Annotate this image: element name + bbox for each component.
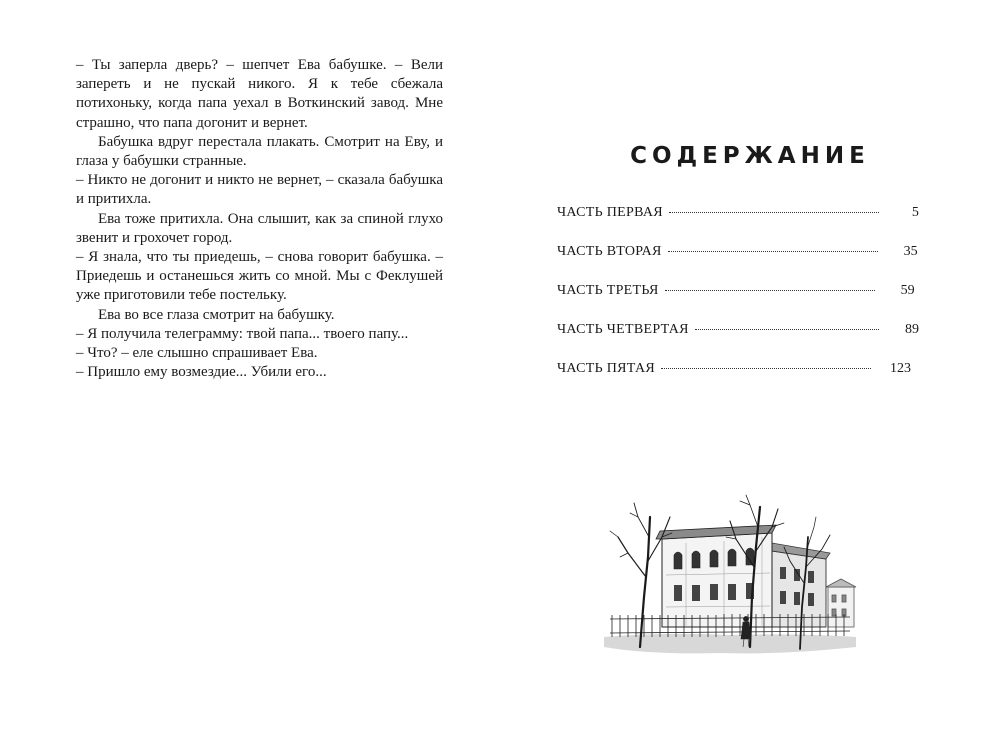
toc-entry-label: ЧАСТЬ ПЕРВАЯ	[557, 205, 663, 220]
toc-title: СОДЕРЖАНИЕ	[630, 143, 870, 169]
story-paragraph: – Никто не догонит и никто не вернет, – сказала бабушка и притихла.	[76, 172, 443, 208]
toc-leader-dots	[695, 329, 879, 330]
story-paragraph: – Ты заперла дверь? – шепчет Ева бабушке. – Вели запереть и не пускай никого. Я к тебе сбежала потихоньку, когда папа уехал в Воткинский завод. Мне страшно, что папа догонит и вернет.	[76, 57, 443, 131]
toc-entry-label: ЧАСТЬ ПЯТАЯ	[557, 361, 655, 376]
toc-leader-dots	[665, 290, 875, 291]
story-paragraph: Ева во все глаза смотрит на бабушку.	[98, 306, 335, 323]
story-paragraph: – Я знала, что ты приедешь, – снова говорит бабушка. – Приедешь и останешься жить со мной. Мы с Феклушей уже приготовили тебе постельку.	[76, 249, 443, 304]
toc-entry-page: 123	[890, 361, 911, 376]
toc-leader-dots	[668, 251, 878, 252]
story-paragraph: – Что? – еле слышно спрашивает Ева.	[76, 345, 318, 362]
toc-entry-label: ЧАСТЬ ВТОРАЯ	[557, 244, 662, 259]
toc-entry-label: ЧАСТЬ ТРЕТЬЯ	[557, 283, 659, 298]
street-house-illustration	[600, 487, 860, 667]
table-of-contents	[557, 205, 919, 400]
story-paragraph: Ева тоже притихла. Она слышит, как за спиной глухо звенит и грохочет город.	[76, 210, 443, 246]
toc-entry-page: 59	[900, 283, 915, 298]
story-paragraph: – Я получила телеграмму: твой папа... твоего папу...	[76, 325, 409, 342]
story-text	[76, 56, 443, 382]
toc-entry[interactable]	[557, 283, 919, 322]
right-page	[500, 0, 1000, 750]
toc-leader-dots	[669, 212, 879, 213]
toc-entry-page: 5	[911, 205, 919, 220]
toc-entry[interactable]	[557, 361, 919, 400]
story-paragraph: Бабушка вдруг перестала плакать. Смотрит на Еву, и глаза у бабушки странные.	[76, 133, 443, 170]
toc-entry[interactable]	[557, 205, 919, 244]
story-paragraph: – Пришло ему возмездие... Убили его...	[76, 364, 327, 381]
toc-entry[interactable]	[557, 244, 919, 283]
toc-entry[interactable]	[557, 322, 919, 361]
toc-entry-page: 89	[905, 322, 919, 337]
toc-entry-page: 35	[903, 244, 918, 259]
toc-entry-label: ЧАСТЬ ЧЕТВЕРТАЯ	[557, 322, 689, 337]
toc-leader-dots	[661, 368, 871, 369]
